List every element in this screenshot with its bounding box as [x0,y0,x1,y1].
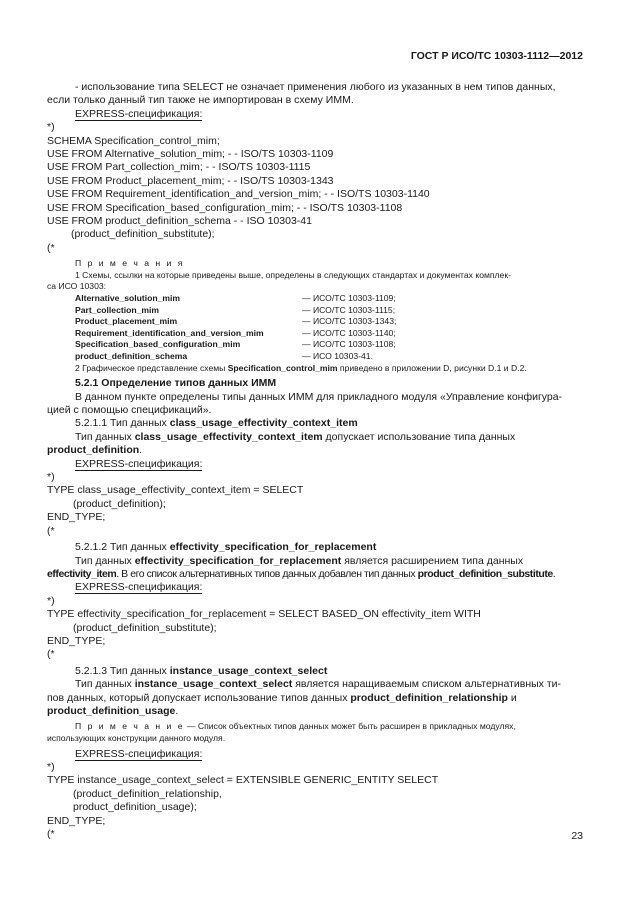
use-line: USE FROM product_definition_schema - - ISO 10303-41 [47,215,312,228]
comment-open: (* [47,241,55,254]
use-line: USE FROM Alternative_solution_mim; - - ISO/TS 10303-1109 [47,148,334,161]
subsection-title: 5.2.1.1 Тип данных class_usage_effectivity_context_item [75,417,358,430]
note-text: 1 Схемы, ссылки на которые приведены выше, определены в следующих стандартах и документах комплек- [75,269,511,280]
reference-doc: — ИСО/ТС 10303-1140; [302,327,396,338]
use-line: USE FROM Product_placement_mim; - - ISO/TS 10303-1343 [47,174,334,187]
schema-reference-table [75,293,396,363]
reference-doc: — ИСО/ТС 10303-1108; [302,339,396,350]
comment-close: *) [47,121,55,134]
page-number: 23 [571,830,583,842]
reference-name: Specification_based_configuration_mim [75,339,241,350]
body-text: Тип данных effectivity_specification_for_replacement является расширением типа данных [75,554,524,567]
schema-line: SCHEMA Specification_control_mim; [47,134,220,147]
comment-close: *) [47,760,55,773]
reference-row [75,351,396,363]
express-label: EXPRESS-спецификация: [75,747,203,760]
reference-name: Requirement_identification_and_version_mim [75,327,264,338]
code-line: END_TYPE; [47,814,106,827]
reference-doc: — ИСО/ТС 10303-1115; [302,304,396,315]
note-text: 2 Графическое представление схемы Specification_control_mim приведено в приложении D, рисунки D.1 и D.2. [75,362,527,373]
code-line: END_TYPE; [47,511,106,524]
use-line: USE FROM Requirement_identification_and_version_mim; - - ISO/TS 10303-1140 [47,188,430,201]
body-text: Тип данных class_usage_effectivity_context_item допускает использование типа данных [75,430,516,443]
reference-row [75,339,396,351]
express-label: EXPRESS-спецификация: [75,457,203,470]
note-text: использующих конструкции данного модуля. [47,732,226,743]
reference-doc: — ИСО/ТС 10303-1109; [302,293,396,304]
reference-name: product_definition_schema [75,351,188,362]
body-text: product_definition. [47,444,143,457]
subsection-title: 5.2.1.3 Тип данных instance_usage_context_select [75,664,328,677]
comment-open: (* [47,828,55,840]
notes-title: П р и м е ч а н и я [75,258,185,269]
reference-doc: — ИСО 10303-41. [302,351,373,362]
use-line: USE FROM Part_collection_mim; - - ISO/TS 10303-1115 [47,161,311,174]
body-text: Тип данных instance_usage_context_select является наращиваемым списком альтернативных ти- [75,678,562,691]
intro-line: - использование типа SELECT не означает применения любого из указанных в нем типов данных, [75,81,556,93]
comment-open: (* [47,524,55,537]
reference-row [75,328,396,340]
note-text: са ИСО 10303: [47,281,107,292]
express-label: EXPRESS-спецификация: [75,581,203,594]
code-line: END_TYPE; [47,634,106,647]
reference-row [75,293,396,305]
code-line: TYPE effectivity_specification_for_replacement = SELECT BASED_ON effectivity_item WITH [47,608,481,621]
body-text: пов данных, который допускает использование типов данных product_definition_relationship и [47,691,517,704]
express-label: EXPRESS-спецификация: [75,107,203,120]
code-line: (product_definition_substitute); [73,621,217,634]
code-line: (product_definition_substitute); [71,228,215,241]
comment-close: *) [47,594,55,607]
code-line: (product_definition_relationship, [73,787,222,800]
code-line: TYPE class_usage_effectivity_context_item = SELECT [47,484,304,497]
body-text: цией с помощью спецификаций». [47,404,212,417]
reference-name: Product_placement_mim [75,316,178,327]
subsection-title: 5.2.1.2 Тип данных effectivity_specification_for_replacement [75,541,377,554]
comment-open: (* [47,648,55,661]
reference-name: Alternative_solution_mim [75,293,181,304]
note-text: П р и м е ч а н и е — Список объектных типов данных может быть расширен в прикладных модулях, [75,721,516,732]
reference-name: Part_collection_mim [75,304,160,315]
body-text: effectivity_item. В его список альтернативных типов данных добавлен тип данных product_definition_substitute. [47,567,556,580]
page-content [47,81,583,841]
page-header: ГОСТ Р ИСО/ТС 10303-1112—2012 [410,50,583,62]
code-line: TYPE instance_usage_context_select = EXTENSIBLE GENERIC_ENTITY SELECT [47,774,439,787]
code-line: product_definition_usage); [73,801,197,814]
reference-row [75,305,396,317]
section-heading: 5.2.1 Определение типов данных ИММ [75,377,277,390]
body-text: product_definition_usage. [47,704,179,717]
comment-close: *) [47,471,55,484]
use-line: USE FROM Specification_based_configuration_mim; - - ISO/TS 10303-1108 [47,201,403,214]
reference-row [75,316,396,328]
code-line: (product_definition); [73,497,166,510]
body-text: В данном пункте определены типы данных ИММ для прикладного модуля «Управление конфигура- [75,390,563,403]
reference-doc: — ИСО/ТС 10303-1343; [302,316,397,327]
intro-line: если только данный тип также не импортирован в схему ИММ. [47,94,354,107]
